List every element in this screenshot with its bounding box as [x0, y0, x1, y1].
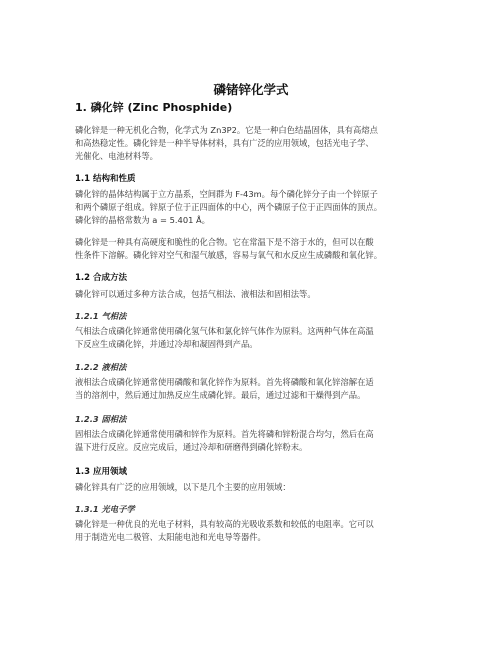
applications-paragraph: 磷化锌具有广泛的应用领域，以下是几个主要的应用领域： [75, 482, 291, 492]
optoelectronics-paragraph: 磷化锌是一种优良的光电子材料，具有较高的光吸收系数和较低的电阻率。它可以 用于制造光电二极管、太阳能电池和光电导等器件。 [75, 519, 374, 542]
subsection-heading-applications: 1.3 应用领域 [75, 467, 128, 477]
synthesis-paragraph: 磷化锌可以通过多种方法合成，包括气相法、液相法和固相法等。 [75, 289, 316, 299]
structure-paragraph-1: 磷化锌的晶体结构属于立方晶系，空间群为 F-43m。每个磷化锌分子由一个锌原子 和两个磷原子组成。锌原子位于正四面体的中心，两个磷原子位于正四面体的顶点。 磷化锌的晶格常数为 a = 5.401 Å。 [75, 189, 382, 225]
subsubsection-heading-optoelectronics: 1.3.1 光电子学 [75, 504, 135, 514]
subsubsection-heading-gas-phase: 1.2.1 气相法 [75, 311, 127, 321]
subsubsection-heading-solid-phase: 1.2.3 固相法 [75, 414, 127, 424]
subsection-heading-synthesis: 1.2 合成方法 [75, 273, 128, 283]
gas-phase-paragraph: 气相法合成磷化锌通常使用磷化氢气体和氯化锌气体作为原料。这两种气体在高温 下反应生成磷化锌，并通过冷却和凝固得到产品。 [75, 326, 374, 349]
section-heading-zinc-phosphide: 1. 磷化锌 (Zinc Phosphide) [75, 101, 233, 114]
liquid-phase-paragraph: 液相法合成磷化锌通常使用磷酸和氧化锌作为原料。首先将磷酸和氧化锌溶解在适 当的溶剂中，然后通过加热反应生成磷化锌。最后，通过过滤和干燥得到产品。 [75, 377, 374, 400]
structure-paragraph-2: 磷化锌是一种具有高硬度和脆性的化合物。它在常温下是不溶于水的，但可以在酸 性条件下溶解。磷化锌对空气和湿气敏感，容易与氧气和水反应生成磷酸和氧化锌。 [75, 237, 382, 260]
solid-phase-paragraph: 固相法合成磷化锌通常使用磷和锌作为原料。首先将磷和锌粉混合均匀，然后在高 温下进行反应。反应完成后，通过冷却和研磨得到磷化锌粉末。 [75, 429, 374, 452]
page-title: 磷锗锌化学式 [213, 82, 289, 97]
section-intro-paragraph: 磷化锌是一种无机化合物，化学式为 Zn3P2。它是一种白色结晶固体，具有高熔点 和高热稳定性。磷化锌是一种半导体材料，具有广泛的应用领域，包括光电子学、 光催化、电池材料等。 [75, 125, 378, 161]
subsubsection-heading-liquid-phase: 1.2.2 液相法 [75, 362, 127, 372]
subsection-heading-structure: 1.1 结构和性质 [75, 174, 136, 184]
